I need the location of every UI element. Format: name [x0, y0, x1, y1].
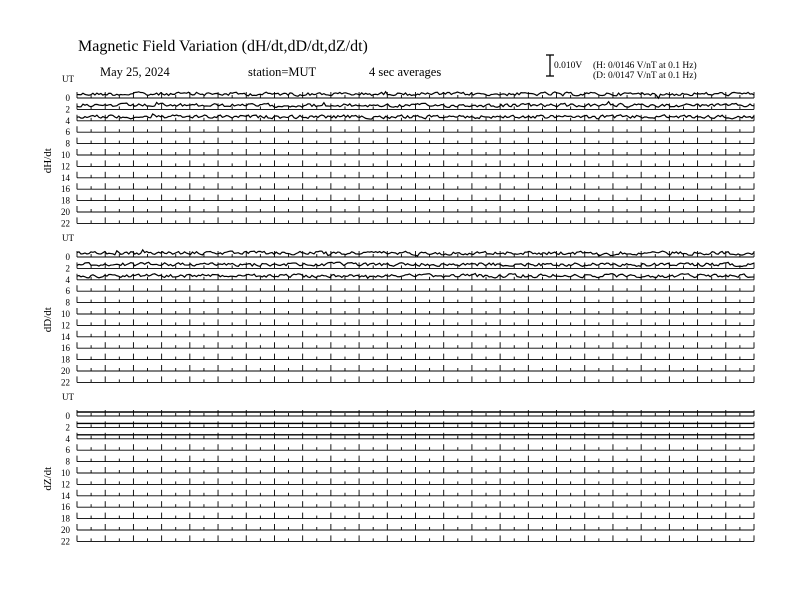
- row-tick-label: 16: [61, 502, 70, 513]
- row-baseline: [77, 501, 754, 507]
- row-baseline: [77, 354, 754, 360]
- row-baseline: [77, 172, 754, 178]
- row-tick-label: 16: [61, 184, 70, 195]
- scale-value: 0.010V: [554, 61, 583, 71]
- row-baseline: [77, 138, 754, 144]
- row-baseline: [77, 513, 754, 519]
- row-tick-label: 18: [61, 354, 70, 365]
- chart-title: Magnetic Field Variation (dH/dt,dD/dt,dZ/dt): [78, 38, 368, 55]
- row-baseline: [77, 217, 754, 223]
- row-baseline: [77, 342, 754, 348]
- y-axis-label: dH/dt: [42, 148, 54, 174]
- row-baseline: [77, 467, 754, 473]
- row-tick-label: 4: [65, 433, 70, 444]
- row-tick-label: 4: [65, 274, 70, 285]
- row-tick-label: 10: [61, 468, 70, 478]
- row-baseline: [77, 478, 754, 484]
- row-tick-label: 22: [61, 218, 70, 229]
- row-tick-label: 12: [61, 479, 70, 490]
- row-baseline: [77, 524, 754, 530]
- row-tick-label: 4: [65, 115, 70, 126]
- row-tick-label: 18: [61, 513, 70, 524]
- row-baseline: [77, 149, 754, 155]
- row-tick-label: 14: [61, 490, 70, 501]
- row-baseline: [77, 410, 754, 416]
- row-tick-label: 8: [65, 297, 70, 308]
- row-baseline: [77, 183, 754, 189]
- row-tick-label: 8: [65, 456, 70, 467]
- row-baseline: [77, 195, 754, 201]
- row-tick-label: 14: [61, 331, 70, 342]
- row-baseline: [77, 160, 754, 166]
- row-tick-label: 0: [65, 93, 70, 103]
- row-tick-label: 22: [61, 536, 70, 547]
- row-tick-label: 12: [61, 320, 70, 331]
- row-tick-label: 14: [61, 172, 70, 183]
- row-baseline: [77, 433, 754, 439]
- panel-dhdt: [42, 74, 754, 228]
- row-tick-label: 20: [61, 525, 70, 535]
- ut-label: UT: [62, 392, 74, 402]
- row-baseline: [77, 331, 754, 337]
- y-axis-label: dD/dt: [42, 307, 54, 333]
- row-tick-label: 22: [61, 377, 70, 388]
- averaging-label: 4 sec averages: [369, 65, 442, 79]
- row-baseline: [77, 456, 754, 462]
- row-tick-label: 6: [65, 445, 70, 456]
- row-tick-label: 10: [61, 150, 70, 160]
- row-baseline: [77, 319, 754, 325]
- row-tick-label: 16: [61, 343, 70, 354]
- row-tick-label: 6: [65, 127, 70, 138]
- row-tick-label: 20: [61, 366, 70, 376]
- row-baseline: [77, 308, 754, 314]
- row-tick-label: 12: [61, 161, 70, 172]
- scale-bar: [546, 55, 554, 76]
- date-label: May 25, 2024: [100, 65, 170, 79]
- row-tick-label: 0: [65, 252, 70, 262]
- panel-dzdt: [42, 392, 754, 546]
- row-tick-label: 2: [65, 104, 70, 115]
- ut-label: UT: [62, 233, 74, 243]
- row-baseline: [77, 206, 754, 212]
- scale-h-note: (H: 0/0146 V/nT at 0.1 Hz): [593, 61, 697, 71]
- ut-label: UT: [62, 74, 74, 84]
- row-baseline: [77, 444, 754, 450]
- row-baseline: [77, 126, 754, 132]
- row-baseline: [77, 490, 754, 496]
- y-axis-label: dZ/dt: [42, 466, 54, 491]
- station-label: station=MUT: [248, 65, 317, 79]
- row-baseline: [77, 297, 754, 303]
- row-tick-label: 10: [61, 309, 70, 319]
- panel-dddt: [42, 233, 754, 387]
- row-tick-label: 18: [61, 195, 70, 206]
- row-baseline: [77, 421, 754, 427]
- row-baseline: [77, 376, 754, 382]
- row-tick-label: 8: [65, 138, 70, 149]
- row-tick-label: 2: [65, 263, 70, 274]
- row-tick-label: 20: [61, 207, 70, 217]
- row-tick-label: 2: [65, 422, 70, 433]
- row-baseline: [77, 365, 754, 371]
- row-tick-label: 0: [65, 411, 70, 421]
- row-baseline: [77, 285, 754, 291]
- row-baseline: [77, 535, 754, 541]
- scale-d-note: (D: 0/0147 V/nT at 0.1 Hz): [593, 71, 697, 81]
- row-tick-label: 6: [65, 286, 70, 297]
